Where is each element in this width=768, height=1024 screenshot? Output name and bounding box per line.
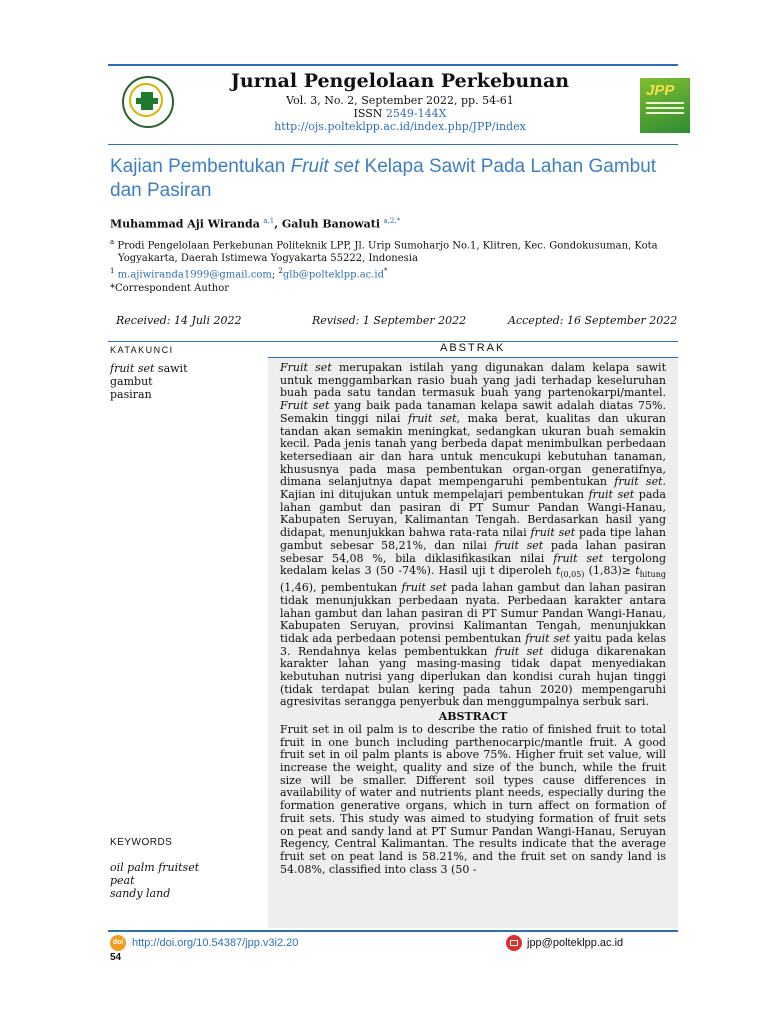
katakunci-list: fruit set sawit gambut pasiran bbox=[110, 362, 188, 401]
keywords-heading: KEYWORDS bbox=[110, 837, 173, 848]
header-top-rule bbox=[108, 64, 678, 66]
abstrak-segment: yang baik pada tanaman kelapa sawit adalah diatas 75%. Semakin tinggi nilai bbox=[280, 399, 666, 425]
keyword-item: oil palm fruitset bbox=[110, 861, 200, 874]
abstrak-indonesian bbox=[280, 362, 666, 709]
abstrak-segment: Fruit set bbox=[280, 361, 332, 374]
abstrak-segment: diduga dikarenakan karakter lahan yang masing-masing tidak dapat menyediakan kebutuhan nutrisi yang diperlukan dan kondisi curah hujan tinggi (tidak terdapat bulan kering pada tahun 2020) mempengaruhi agresivitas serangga penyerbuk dan menggumpalnya serbuk sari. bbox=[280, 644, 666, 709]
abstrak-segment: hitung bbox=[639, 570, 666, 580]
abstrak-segment: fruit set. bbox=[614, 475, 667, 489]
header-bottom-rule bbox=[108, 144, 678, 145]
abstrak-segment: fruit set bbox=[494, 538, 544, 552]
abstract-text bbox=[280, 362, 666, 876]
keywords-list bbox=[110, 861, 199, 900]
abstrak-segment: t bbox=[635, 564, 640, 578]
abstrak-segment: pada lahan pasiran sebesar 54,08 %, bila diklasifikasikan nilai bbox=[280, 538, 666, 565]
abstrak-segment: pada lahan gambut dan lahan pasiran tidak menunjukkan perbedaan nyata. Perbedaan karakter antara lahan gambut dan lahan pasiran di PT Sumur Pandan Wangi-Hanau, Kabupaten Seruyan, provinsi Kalimantan Tengah, menunjukkan tidak ada perbedaan potensi pembentukan bbox=[280, 581, 666, 645]
mail-icon bbox=[506, 935, 522, 951]
abstrak-segment: (0,05) bbox=[560, 570, 585, 580]
abstrak-segment: merupakan istilah yang digunakan dalam kelapa sawit untuk menggambarkan rasio buah yang jadi terhadap keseluruhan buah pada satu tandan termasuk buah yang partenokarpi/mantel. bbox=[280, 361, 666, 400]
abstract-en-heading: ABSTRACT bbox=[438, 710, 508, 724]
abstract-box bbox=[268, 358, 678, 928]
abstrak-heading: ABSTRAK bbox=[440, 342, 506, 354]
abstrak-segment: pada tipe lahan gambut sebesar 58,21%, dan nilai bbox=[280, 526, 667, 552]
abstrak-segment: (1,46), pembentukan bbox=[280, 581, 402, 595]
footer-rule bbox=[108, 930, 678, 932]
issn-value[interactable]: 2549-144X bbox=[385, 107, 447, 120]
abstrak-segment: fruit set bbox=[553, 551, 603, 565]
journal-title: Jurnal Pengelolaan Perkebunan bbox=[230, 70, 570, 92]
abstrak-segment: fruit set bbox=[530, 526, 576, 540]
journal-logo-text: JPP bbox=[646, 82, 675, 99]
keyword-item: peat bbox=[110, 874, 135, 887]
page-number: 54 bbox=[110, 952, 122, 963]
section-rule bbox=[108, 341, 678, 342]
journal-volume: Vol. 3, No. 2, September 2022, pp. 54-61 bbox=[286, 94, 514, 107]
affiliation: $^a$ Prodi Pengelolaan Perkebunan Politeknik LPP, Jl. Urip Sumoharjo No.1, Klitren, Kec. Gondokusuman, Kota Yogyakarta, Daerah Istimewa Yogyakarta 55222, Indonesia $^1$ m.ajiwiranda1999@gmail.com; $^2$glb@polteklpp.ac.id* *Correspondent Author bbox=[110, 236, 670, 295]
email-1-link[interactable]: m.ajiwiranda1999@gmail.com bbox=[117, 269, 272, 281]
doi-link[interactable]: http://doi.org/10.54387/jpp.v3i2.20 bbox=[132, 937, 299, 949]
abstrak-segment: Fruit set bbox=[280, 399, 330, 413]
abstrak-segment: (1,83)≥ bbox=[584, 564, 636, 578]
abstrak-segment: t bbox=[555, 564, 561, 578]
journal-email-link[interactable]: jpp@polteklpp.ac.id bbox=[527, 937, 624, 949]
accepted-date: Accepted: 16 September 2022 bbox=[508, 314, 678, 327]
abstract-english: Fruit set in oil palm is to describe the ratio of finished fruit to total fruit in one bunch including parthenocarpic/mantle fruit. A good fruit set in oil palm plants is above 75%. Higher fruit set value, will increase the weight, quality and size of the bunch, while the fruit size will be smaller. Different soil types cause differences in availability of water and nutrients plant needs, especially during the formation generative organs, which in turn affect on formation of fruit sets. This study was aimed to studying formation of fruit sets on peat and sandy land at PT Sumur Pandan Wangi-Hanau, Seruyan Regency, Central Kalimantan. The results indicate that the average fruit set on peat land is 58.21%, and the fruit set on sandy land is 54.08%, classified into class 3 (50 - bbox=[280, 722, 666, 876]
author-2: Galuh Banowati bbox=[281, 217, 380, 231]
journal-url-link[interactable]: http://ojs.polteklpp.ac.id/index.php/JPP/index bbox=[274, 120, 526, 133]
author-1: Muhammad Aji Wiranda bbox=[110, 217, 260, 231]
abstrak-segment: tergolong kedalam kelas 3 (50 -74%). Hasil uji t diperoleh bbox=[280, 551, 666, 578]
abstrak-segment: pada lahan gambut dan pasiran di PT Sumur Pandan Wangi-Hanau, Kabupaten Seruyan, Kalimantan Tengah. Berdasarkan hasil yang didapat, menunjukkan bahwa rata-rata nilai bbox=[280, 488, 666, 540]
email-2-link[interactable]: glb@polteklpp.ac.id bbox=[282, 269, 385, 281]
katakunci-heading: KATAKUNCI bbox=[110, 345, 174, 355]
keyword-item: sandy land bbox=[110, 887, 171, 900]
abstrak-segment: maka berat, kualitas dan ukuran tandan akan semakin meningkat, sedangkan ukuran buah semakin kecil. Pada jenis tanah yang berbeda dapat menimbulkan perbedaan ketersediaan air dan hara untuk mencukupi kebutuhan tanaman, khususnya pada masa pembentukan organ-organ generatifnya, dimana selanjutnya dapat mempengaruhi pembentukan bbox=[280, 411, 666, 489]
received-date: Received: 14 Juli 2022 bbox=[116, 314, 242, 327]
abstrak-segment: fruit set bbox=[525, 631, 571, 645]
journal-cover-logo bbox=[640, 78, 690, 133]
correspondent-note: *Correspondent Author bbox=[110, 282, 230, 294]
revised-date: Revised: 1 September 2022 bbox=[312, 314, 467, 327]
institution-logo bbox=[122, 76, 174, 128]
issn-label: ISSN bbox=[353, 107, 383, 120]
abstrak-segment: fruit set bbox=[401, 581, 447, 595]
author-list: Muhammad Aji Wiranda $^{a,1}$, Galuh Banowati $^{a,2,*}$ bbox=[110, 217, 401, 231]
journal-issn bbox=[200, 107, 600, 120]
article-title: Kajian Pembentukan Fruit set Kelapa Sawit Pada Lahan Gambut dan Pasiran bbox=[110, 156, 657, 201]
doi-icon: doi bbox=[110, 935, 126, 951]
abstrak-segment: yaitu pada kelas 3. Rendahnya kelas pembentukkan bbox=[280, 631, 666, 658]
abstrak-segment: Kajian ini ditujukan untuk mempelajari pembentukan bbox=[280, 488, 589, 502]
abstrak-segment: fruit set bbox=[588, 488, 635, 502]
abstrak-segment: fruit set bbox=[494, 644, 544, 658]
abstrak-segment: fruit set, bbox=[407, 411, 461, 425]
